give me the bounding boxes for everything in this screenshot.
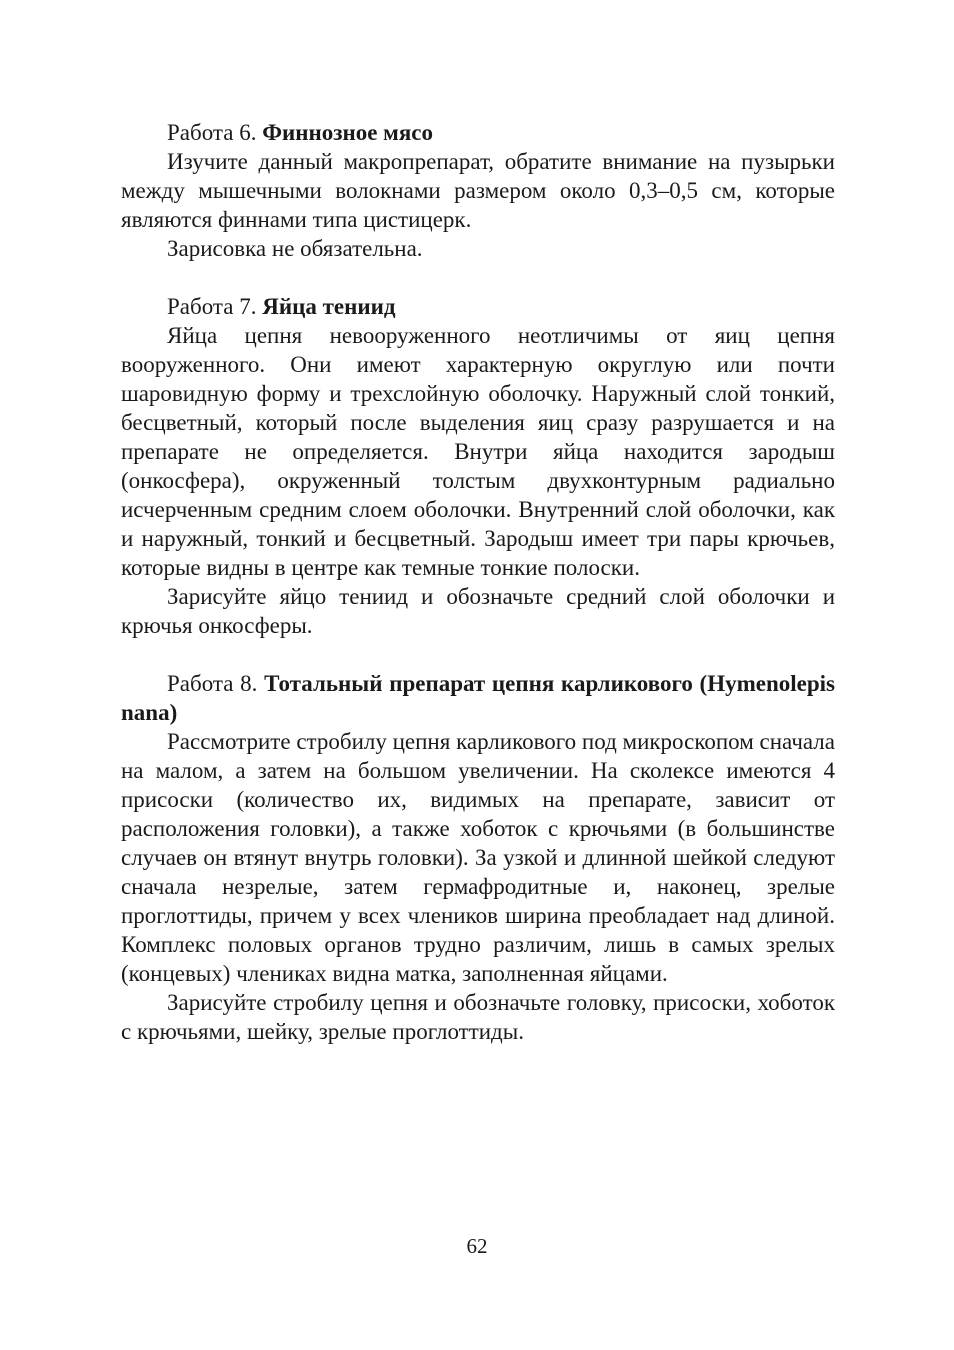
paragraph: Изучите данный макропрепарат, обратите внимание на пузырьки между мышечными волокнами размером около 0,3–0,5 см, которые являются финнами типа цистицерк. — [121, 149, 835, 232]
section-label: Работа 7. — [167, 294, 257, 319]
paragraph: Яйца цепня невооруженного неотличимы от яиц цепня вооруженного. Они имеют характерную округлую или почти шаровидную форму и трехслойную оболочку. Наружный слой тонкий, бесцветный, который после выделения яиц сразу разрушается и на препарате не определяется. Внутри яйца находится зародыш (онкосфера), окруженный толстым двухконтурным радиально исчерченным средним слоем оболочки. Внутренний слой оболочки, как и наружный, тонкий и бесцветный. Зародыш имеет три пары крючьев, которые видны в центре как темные тонкие полоски. — [121, 323, 835, 580]
section-heading — [121, 669, 835, 727]
section-title: Тотальный препарат цепня карликового (Hymenolepis nana) — [121, 671, 835, 725]
paragraph: Зарисовка не обязательна. — [167, 236, 423, 261]
section-label: Работа 8. — [167, 671, 258, 696]
paragraph: Рассмотрите стробилу цепня карликового под микроскопом сначала на малом, а затем на большом увеличении. На сколексе имеются 4 присоски (количество их, видимых на препарате, зависит от расположения головки), а также хоботок с крючьями (в большинстве случаев он втянут внутрь головки). За узкой и длинной шейкой следуют сначала незрелые, затем гермафродитные и, наконец, зрелые проглоттиды, причем у всех члеников ширина преобладает над длиной. Комплекс половых органов трудно различим, лишь в самых зрелых (концевых) члениках видна матка, заполненная яйцами. — [121, 729, 835, 986]
page-body — [121, 118, 835, 1075]
paragraph: Зарисуйте стробилу цепня и обозначьте головку, присоски, хоботок с крючьями, шейку, зрелые проглоттиды. — [121, 990, 835, 1044]
paragraph: Зарисуйте яйцо тениид и обозначьте средний слой оболочки и крючья онкосферы. — [121, 584, 835, 638]
section-heading — [121, 292, 835, 321]
section-heading — [121, 118, 835, 147]
page-number: 62 — [466, 1234, 488, 1258]
section-work-6 — [121, 118, 835, 263]
section-work-8 — [121, 669, 835, 1046]
section-work-7 — [121, 292, 835, 640]
section-title: Финнозное мясо — [262, 120, 433, 145]
section-title: Яйца тениид — [262, 294, 396, 319]
section-label: Работа 6. — [167, 120, 257, 145]
